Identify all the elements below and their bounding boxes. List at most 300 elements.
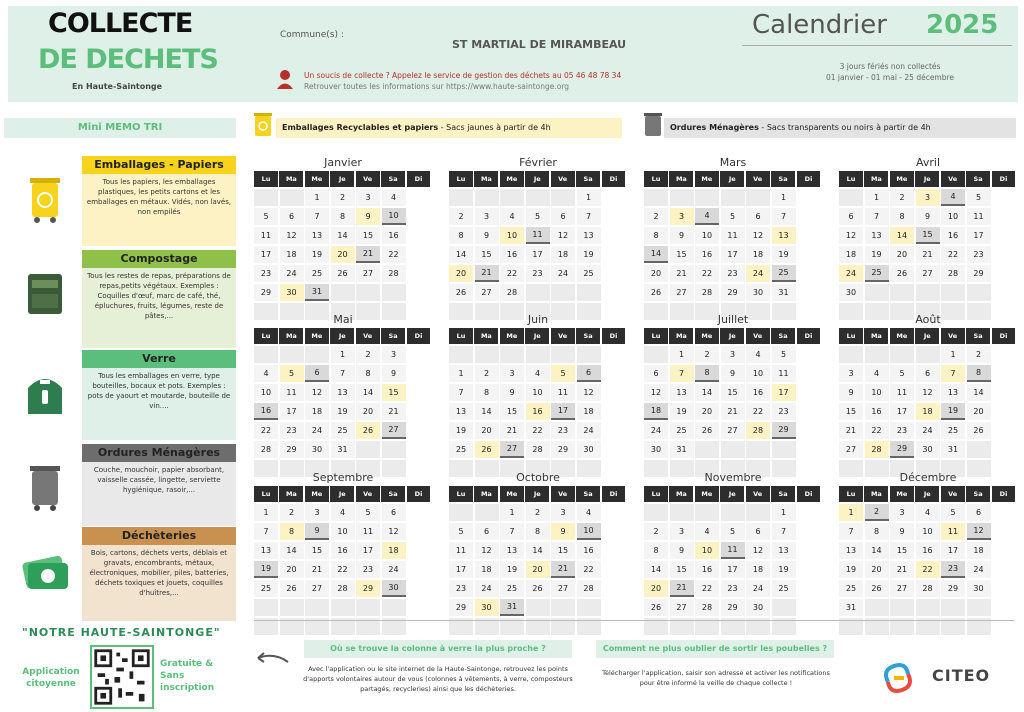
day-cell: 10 (526, 384, 550, 402)
commune-value: ST MARTIAL DE MIRAMBEAU (452, 38, 627, 51)
empty-cell (280, 346, 304, 364)
weekday-label: Ve (941, 328, 965, 344)
month-10 (644, 470, 822, 635)
day-cell: 5 (721, 523, 745, 541)
day-cell: 15 (721, 384, 745, 402)
day-cell: 1 (305, 189, 329, 207)
empty-cell (941, 284, 965, 302)
category-description: Bois, cartons, déchets verts, déblais et gravats, encombrants, métaux, électroniques, mobilier, piles, batteries, déchets toxiques et jouets, coquilles d'huîtres,... (82, 545, 236, 621)
day-cell: 14 (356, 384, 380, 402)
day-cell: 9 (839, 384, 863, 402)
day-grid (839, 187, 1017, 320)
day-cell: 18 (475, 561, 499, 579)
weekday-label: Sa (771, 486, 795, 502)
day-cell: 29 (941, 580, 965, 598)
day-cell: 19 (772, 246, 796, 264)
qr-code-icon[interactable] (90, 645, 154, 709)
day-cell: 3 (475, 208, 499, 226)
weekday-label: Lu (254, 486, 278, 502)
day-cell: 24 (644, 422, 668, 440)
day-cell: 21 (500, 422, 524, 440)
weekday-label: Ma (474, 328, 498, 344)
day-cell: 22 (916, 561, 940, 579)
day-cell: 9 (475, 227, 499, 245)
category-title: Déchèteries (82, 527, 236, 545)
day-cell: 26 (356, 422, 380, 440)
day-cell: 10 (695, 227, 719, 245)
day-cell: 30 (382, 580, 406, 598)
day-cell: 30 (746, 284, 770, 302)
day-cell: 22 (695, 580, 719, 598)
day-cell: 29 (721, 284, 745, 302)
day-grid (254, 344, 432, 477)
day-cell: 17 (967, 227, 991, 245)
calendar-year: 2025 (926, 10, 999, 40)
empty-cell (475, 189, 499, 207)
day-cell: 3 (356, 189, 380, 207)
day-cell: 1 (839, 504, 863, 522)
day-cell: 30 (475, 599, 499, 617)
day-cell: 8 (967, 365, 991, 383)
day-cell: 14 (449, 246, 473, 264)
day-cell: 19 (577, 246, 601, 264)
day-cell: 7 (305, 208, 329, 226)
day-cell: 24 (551, 265, 575, 283)
day-cell: 28 (746, 422, 770, 440)
weekday-label: Ve (551, 486, 575, 502)
arrow-back-icon (252, 648, 292, 668)
day-cell: 16 (331, 542, 355, 560)
day-cell: 15 (500, 403, 524, 421)
empty-cell (254, 189, 278, 207)
grey-bin-icon (20, 460, 70, 516)
day-cell: 7 (500, 523, 524, 541)
day-cell: 3 (916, 189, 940, 207)
weekday-label: Je (915, 171, 939, 187)
partner-logo: CITEO (932, 666, 991, 685)
day-cell: 20 (865, 561, 889, 579)
empty-cell (865, 599, 889, 617)
weekday-label: Lu (449, 171, 473, 187)
day-cell: 13 (305, 227, 329, 245)
day-cell: 23 (890, 422, 914, 440)
day-cell: 12 (382, 523, 406, 541)
day-cell: 7 (449, 384, 473, 402)
day-cell: 14 (695, 384, 719, 402)
day-cell: 23 (772, 403, 796, 421)
day-cell: 1 (449, 365, 473, 383)
day-cell: 1 (772, 504, 796, 522)
month-5 (449, 312, 627, 477)
weekday-label: Sa (576, 328, 600, 344)
day-cell: 19 (865, 246, 889, 264)
day-cell: 13 (577, 227, 601, 245)
day-cell: 15 (356, 227, 380, 245)
day-cell: 19 (305, 246, 329, 264)
empty-cell (695, 504, 719, 522)
empty-cell (475, 346, 499, 364)
day-cell: 9 (382, 365, 406, 383)
weekday-label: Je (330, 486, 354, 502)
day-cell: 7 (839, 523, 863, 541)
day-cell: 6 (551, 208, 575, 226)
day-cell: 4 (331, 504, 355, 522)
day-cell: 11 (526, 227, 550, 245)
divider (742, 45, 1012, 46)
day-cell: 16 (746, 384, 770, 402)
month-2 (644, 155, 822, 320)
day-cell: 2 (967, 346, 991, 364)
empty-cell (721, 504, 745, 522)
reminder-info-text: Télécharger l'application, saisir son adresse et activer les notifications pour être informé la veille de chaque collecte ! (602, 669, 830, 687)
day-cell: 26 (644, 284, 668, 302)
day-cell: 16 (695, 246, 719, 264)
day-cell: 3 (670, 523, 694, 541)
day-cell: 23 (941, 561, 965, 579)
category-description: Couche, mouchoir, papier absorbant, vaisselle cassée, lingette, serviette hygiénique, rasoir,... (82, 462, 236, 526)
day-cell: 10 (382, 208, 406, 226)
day-cell: 11 (721, 227, 745, 245)
empty-cell (967, 599, 991, 617)
weekday-label: Lu (644, 328, 668, 344)
weekday-header (839, 486, 1017, 502)
day-cell: 14 (526, 542, 550, 560)
empty-cell (551, 599, 575, 617)
day-grid (839, 344, 1017, 477)
day-cell: 31 (839, 599, 863, 617)
weekday-label: Lu (254, 171, 278, 187)
weekday-label: Lu (254, 328, 278, 344)
day-cell: 5 (772, 346, 796, 364)
day-cell: 26 (526, 580, 550, 598)
day-cell: 28 (865, 441, 889, 459)
weekday-label: Sa (576, 171, 600, 187)
day-cell: 25 (865, 265, 889, 283)
yellow-bin-icon (20, 172, 70, 228)
weekday-label: Ve (941, 171, 965, 187)
day-cell: 30 (967, 580, 991, 598)
day-cell: 14 (865, 542, 889, 560)
day-cell: 9 (551, 523, 575, 541)
day-cell: 9 (500, 384, 524, 402)
month-name: Juillet (717, 313, 749, 326)
calendar-label: Calendrier (752, 10, 887, 40)
day-cell: 7 (941, 365, 965, 383)
category-description: Tous les papiers, les emballages plastiques, les petits cartons et les emballages en métaux. Vidés, non lavés, non empilés (82, 174, 236, 246)
weekday-label: Di (992, 328, 1016, 344)
brand-region: En Haute-Saintonge (72, 82, 163, 91)
day-cell: 31 (670, 441, 694, 459)
day-cell: 18 (916, 403, 940, 421)
month-7 (839, 312, 1017, 477)
day-cell: 14 (331, 227, 355, 245)
weekday-header (839, 171, 1017, 187)
day-cell: 29 (772, 422, 796, 440)
day-cell: 16 (916, 542, 940, 560)
day-cell: 17 (449, 561, 473, 579)
empty-cell (331, 599, 355, 617)
day-cell: 11 (890, 384, 914, 402)
day-cell: 21 (475, 265, 499, 283)
weekday-label: Je (330, 328, 354, 344)
day-cell: 4 (526, 365, 550, 383)
day-cell: 2 (644, 523, 668, 541)
day-cell: 19 (331, 403, 355, 421)
empty-cell (916, 284, 940, 302)
empty-cell (772, 441, 796, 459)
weekday-label: Di (992, 171, 1016, 187)
day-cell: 4 (695, 208, 719, 226)
day-cell: 23 (526, 265, 550, 283)
day-cell: 29 (449, 599, 473, 617)
day-cell: 9 (670, 227, 694, 245)
day-cell: 14 (475, 403, 499, 421)
day-cell: 15 (916, 227, 940, 245)
day-cell: 15 (670, 246, 694, 264)
day-cell: 1 (500, 504, 524, 522)
day-cell: 8 (526, 523, 550, 541)
day-cell: 20 (331, 246, 355, 264)
day-grid (449, 344, 627, 477)
day-cell: 2 (865, 504, 889, 522)
day-cell: 31 (941, 441, 965, 459)
day-cell: 6 (839, 208, 863, 226)
empty-cell (449, 346, 473, 364)
month-6 (644, 312, 822, 477)
weekday-label: Me (890, 171, 914, 187)
weekday-label: Ma (864, 171, 888, 187)
weekday-label: Je (915, 328, 939, 344)
day-cell: 2 (280, 504, 304, 522)
weekday-label: Me (695, 171, 719, 187)
weekday-label: Me (695, 328, 719, 344)
day-cell: 24 (577, 422, 601, 440)
day-cell: 2 (890, 189, 914, 207)
day-cell: 20 (526, 561, 550, 579)
day-cell: 26 (644, 599, 668, 617)
day-cell: 25 (670, 422, 694, 440)
day-cell: 9 (916, 208, 940, 226)
day-cell: 8 (449, 227, 473, 245)
empty-cell (941, 599, 965, 617)
day-cell: 6 (280, 208, 304, 226)
empty-cell (890, 599, 914, 617)
weekday-label: Ma (279, 328, 303, 344)
month-name: Juin (527, 313, 549, 326)
weekday-header (644, 328, 822, 344)
empty-cell (644, 189, 668, 207)
weekday-header (449, 328, 627, 344)
day-cell: 3 (551, 504, 575, 522)
day-cell: 6 (967, 504, 991, 522)
weekday-label: Sa (771, 328, 795, 344)
day-grid (839, 502, 1017, 635)
empty-cell (356, 284, 380, 302)
day-cell: 30 (839, 284, 863, 302)
month-9 (449, 470, 627, 635)
day-cell: 13 (941, 384, 965, 402)
day-cell: 2 (356, 346, 380, 364)
day-cell: 21 (551, 561, 575, 579)
day-cell: 10 (254, 384, 278, 402)
day-cell: 12 (475, 542, 499, 560)
day-cell: 19 (839, 561, 863, 579)
day-cell: 27 (839, 441, 863, 459)
weekday-label: Di (797, 486, 821, 502)
composter-icon (20, 266, 70, 322)
weekday-header (254, 328, 432, 344)
empty-cell (382, 441, 406, 459)
weekday-label: Sa (966, 486, 990, 502)
weekday-label: Me (500, 486, 524, 502)
empty-cell (305, 346, 329, 364)
day-cell: 24 (916, 422, 940, 440)
day-cell: 20 (280, 561, 304, 579)
day-cell: 28 (382, 265, 406, 283)
day-cell: 1 (331, 346, 355, 364)
day-cell: 8 (356, 365, 380, 383)
day-cell: 23 (449, 580, 473, 598)
day-cell: 16 (382, 227, 406, 245)
weekday-header (839, 328, 1017, 344)
day-cell: 31 (500, 599, 524, 617)
weekday-label: Ve (551, 328, 575, 344)
weekday-label: Lu (839, 328, 863, 344)
empty-cell (772, 599, 796, 617)
empty-cell (746, 441, 770, 459)
day-cell: 26 (475, 441, 499, 459)
day-cell: 2 (695, 346, 719, 364)
empty-cell (839, 189, 863, 207)
day-cell: 9 (890, 523, 914, 541)
day-cell: 17 (280, 403, 304, 421)
memo-title: Mini MEMO TRI (4, 118, 236, 138)
weekday-label: Je (720, 171, 744, 187)
day-cell: 8 (644, 227, 668, 245)
weekday-header (254, 171, 432, 187)
reminder-info-title: Comment ne plus oublier de sortir les poubelles ? (596, 640, 834, 658)
day-cell: 11 (772, 365, 796, 383)
day-cell: 11 (280, 384, 304, 402)
day-cell: 25 (305, 265, 329, 283)
day-cell: 22 (941, 246, 965, 264)
day-cell: 10 (941, 208, 965, 226)
day-cell: 17 (551, 403, 575, 421)
day-cell: 12 (577, 384, 601, 402)
category-description: Tous les restes de repas, préparations de repas,petits végétaux. Exemples : Coquilles d'œuf, marc de café, thé, épluchures, fruits, légumes, reste de pâtes,... (82, 268, 236, 348)
day-cell: 16 (526, 403, 550, 421)
weekday-label: Lu (644, 171, 668, 187)
day-cell: 21 (916, 246, 940, 264)
day-cell: 8 (280, 523, 304, 541)
day-cell: 26 (967, 422, 991, 440)
day-cell: 16 (500, 246, 524, 264)
day-cell: 10 (577, 523, 601, 541)
empty-cell (526, 284, 550, 302)
day-cell: 20 (644, 580, 668, 598)
day-cell: 15 (670, 561, 694, 579)
month-name: Janvier (324, 156, 362, 169)
empty-cell (449, 504, 473, 522)
day-cell: 6 (475, 523, 499, 541)
weekday-label: Ve (746, 486, 770, 502)
holidays-title: 3 jours fériés non collectés (839, 62, 941, 71)
day-cell: 23 (551, 422, 575, 440)
day-cell: 29 (254, 284, 278, 302)
day-cell: 25 (577, 265, 601, 283)
day-cell: 7 (670, 365, 694, 383)
day-cell: 28 (500, 284, 524, 302)
day-cell: 21 (356, 246, 380, 264)
empty-cell (577, 284, 601, 302)
empty-cell (577, 346, 601, 364)
day-cell: 28 (941, 265, 965, 283)
day-cell: 5 (526, 208, 550, 226)
day-cell: 14 (644, 246, 668, 264)
empty-cell (280, 599, 304, 617)
category-title: Ordures Ménagères (82, 444, 236, 462)
day-cell: 4 (577, 504, 601, 522)
weekday-header (644, 486, 822, 502)
day-cell: 30 (746, 599, 770, 617)
day-cell: 16 (865, 403, 889, 421)
day-cell: 17 (721, 246, 745, 264)
day-cell: 27 (670, 599, 694, 617)
support-info: Un soucis de collecte ? Appelez le service de gestion des déchets au 05 46 48 78 34 (304, 71, 622, 80)
day-cell: 21 (305, 561, 329, 579)
month-1 (449, 155, 627, 320)
day-cell: 27 (916, 265, 940, 283)
day-cell: 17 (356, 542, 380, 560)
day-cell: 22 (865, 422, 889, 440)
day-cell: 25 (500, 580, 524, 598)
empty-cell (967, 441, 991, 459)
day-cell: 15 (890, 542, 914, 560)
day-cell: 14 (890, 227, 914, 245)
day-cell: 9 (305, 523, 329, 541)
day-cell: 23 (280, 422, 304, 440)
empty-cell (670, 189, 694, 207)
day-cell: 4 (916, 504, 940, 522)
day-cell: 3 (721, 346, 745, 364)
day-grid (449, 502, 627, 635)
day-cell: 2 (449, 208, 473, 226)
day-cell: 13 (839, 542, 863, 560)
day-cell: 14 (967, 384, 991, 402)
day-cell: 28 (526, 441, 550, 459)
weekday-label: Ma (669, 328, 693, 344)
empty-cell (475, 504, 499, 522)
day-cell: 27 (305, 580, 329, 598)
weekday-label: Sa (381, 486, 405, 502)
day-cell: 15 (839, 403, 863, 421)
day-cell: 16 (254, 403, 278, 421)
day-cell: 18 (577, 403, 601, 421)
day-cell: 6 (746, 523, 770, 541)
empty-cell (551, 346, 575, 364)
day-cell: 21 (839, 422, 863, 440)
empty-cell (449, 189, 473, 207)
day-cell: 16 (941, 227, 965, 245)
weekday-label: Me (695, 486, 719, 502)
day-cell: 11 (356, 523, 380, 541)
legend-recycling: Emballages Recyclables et papiers - Sacs jaunes à partir de 4h (276, 118, 622, 138)
glass-info-title: Où se trouve la colonne à verre la plus proche ? (304, 640, 572, 658)
empty-cell (331, 284, 355, 302)
weekday-label: Ve (356, 486, 380, 502)
brand-title: COLLECTE (48, 8, 193, 39)
day-cell: 23 (356, 561, 380, 579)
